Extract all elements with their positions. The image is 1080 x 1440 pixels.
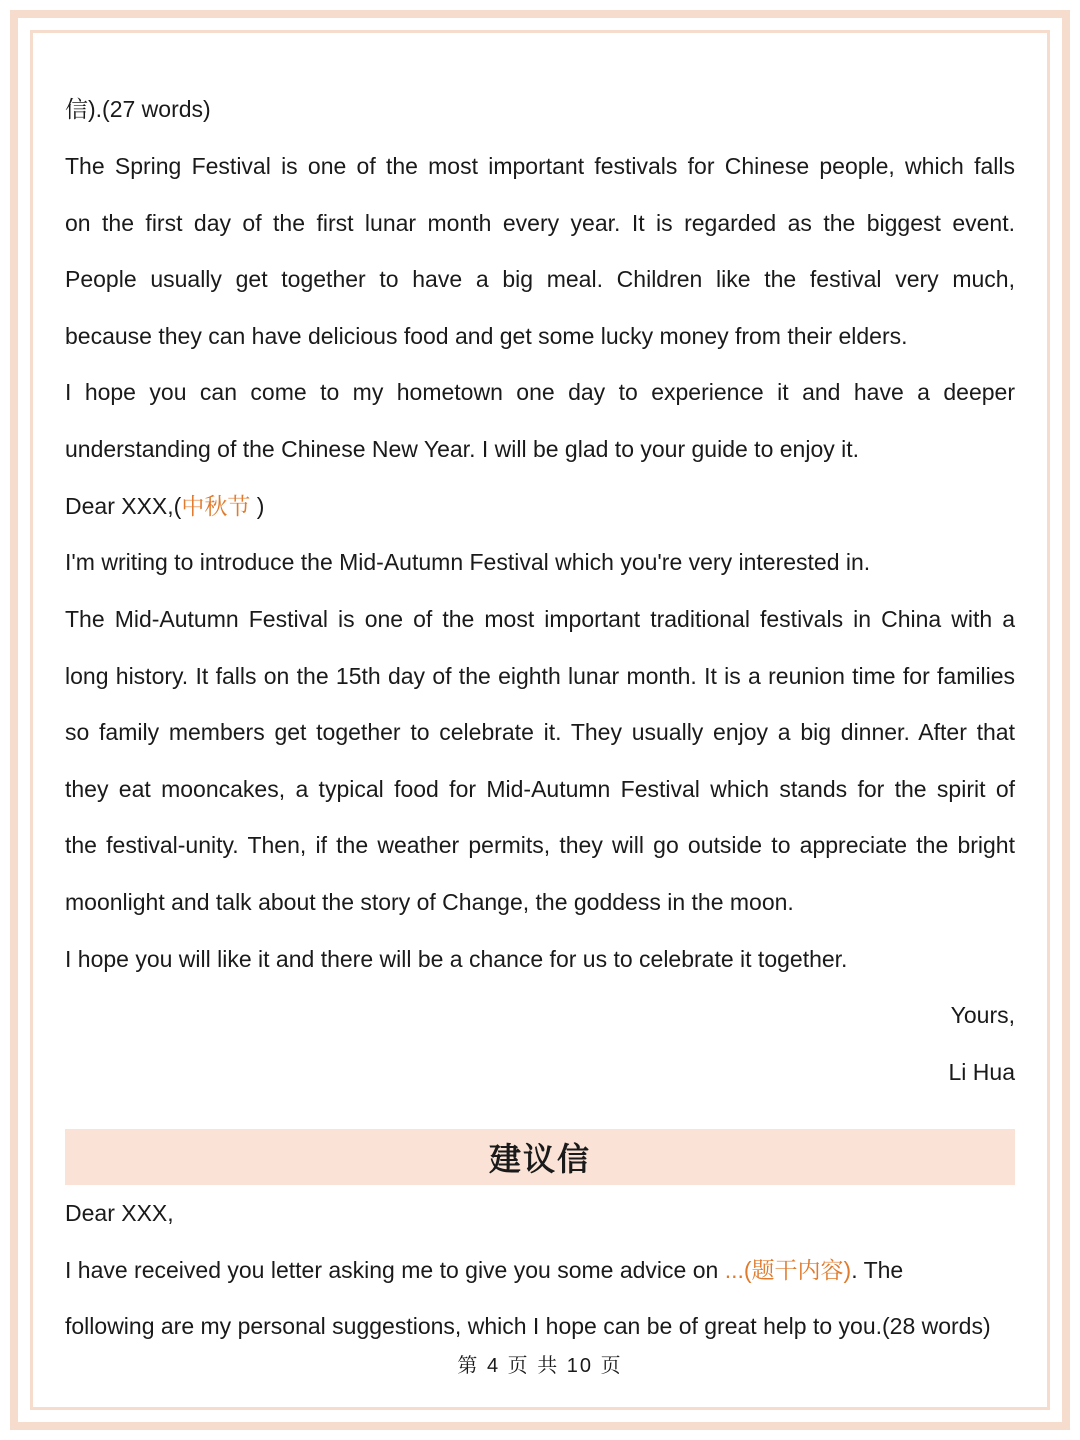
invitation-line-2: understanding of the Chinese New Year. I will be glad to your guide to enjoy it. bbox=[65, 436, 860, 462]
section-title: 建议信 bbox=[488, 1141, 591, 1177]
mid-autumn-salutation bbox=[65, 491, 1015, 521]
mid-autumn-line-2: long history. It falls on the 15th day of the eighth lunar month. It is a reunion time for families bbox=[65, 663, 1015, 689]
spring-festival-line-2: on the first day of the first lunar month every year. It is regarded as the biggest event. bbox=[65, 210, 1015, 236]
mid-autumn-line-1: The Mid-Autumn Festival is one of the most important traditional festivals in China with a bbox=[65, 606, 1015, 632]
advice-topic-highlight: ...(题干内容) bbox=[724, 1257, 852, 1283]
advice-intro-text: I have received you letter asking me to give you some advice on bbox=[65, 1257, 725, 1283]
invitation-line-1: I hope you can come to my hometown one day to experience it and have a deeper bbox=[65, 379, 1015, 405]
spring-festival-line-3: People usually get together to have a big meal. Children like the festival very much, bbox=[65, 266, 1015, 292]
signoff-yours: Yours, bbox=[950, 1002, 1015, 1028]
mid-autumn-closing: I hope you will like it and there will be a chance for us to celebrate it together. bbox=[65, 946, 848, 972]
spring-festival-line-4: because they can have delicious food and get some lucky money from their elders. bbox=[65, 323, 908, 349]
mid-autumn-intro: I'm writing to introduce the Mid-Autumn Festival which you're very interested in. bbox=[65, 549, 871, 575]
mid-autumn-line-4: they eat mooncakes, a typical food for Mid-Autumn Festival which stands for the spirit of bbox=[65, 776, 1015, 802]
spring-festival-line-1: The Spring Festival is one of the most important festivals for Chinese people, which falls bbox=[65, 153, 1015, 179]
salutation-text: Dear XXX,( bbox=[65, 493, 182, 519]
salutation-close-paren: ) bbox=[250, 493, 265, 519]
advice-salutation: Dear XXX, bbox=[65, 1200, 174, 1226]
page-number: 第 4 页 共 10 页 bbox=[457, 1355, 623, 1377]
word-count-note: 信).(27 words) bbox=[65, 96, 211, 122]
mid-autumn-line-6: moonlight and talk about the story of Change, the goddess in the moon. bbox=[65, 889, 794, 915]
signoff-name: Li Hua bbox=[948, 1059, 1015, 1085]
mid-autumn-line-5: the festival-unity. Then, if the weather permits, they will go outside to appreciate the bright bbox=[65, 832, 1015, 858]
mid-autumn-line-3: so family members get together to celebrate it. They usually enjoy a big dinner. After that bbox=[65, 719, 1015, 745]
advice-intro-line-2: following are my personal suggestions, which I hope can be of great help to you.(28 words) bbox=[65, 1313, 991, 1339]
advice-intro-line-1 bbox=[65, 1255, 1015, 1285]
section-header-band bbox=[65, 1129, 1015, 1185]
salutation-topic-highlight: 中秋节 bbox=[181, 493, 251, 519]
advice-intro-tail: . The bbox=[851, 1257, 904, 1283]
